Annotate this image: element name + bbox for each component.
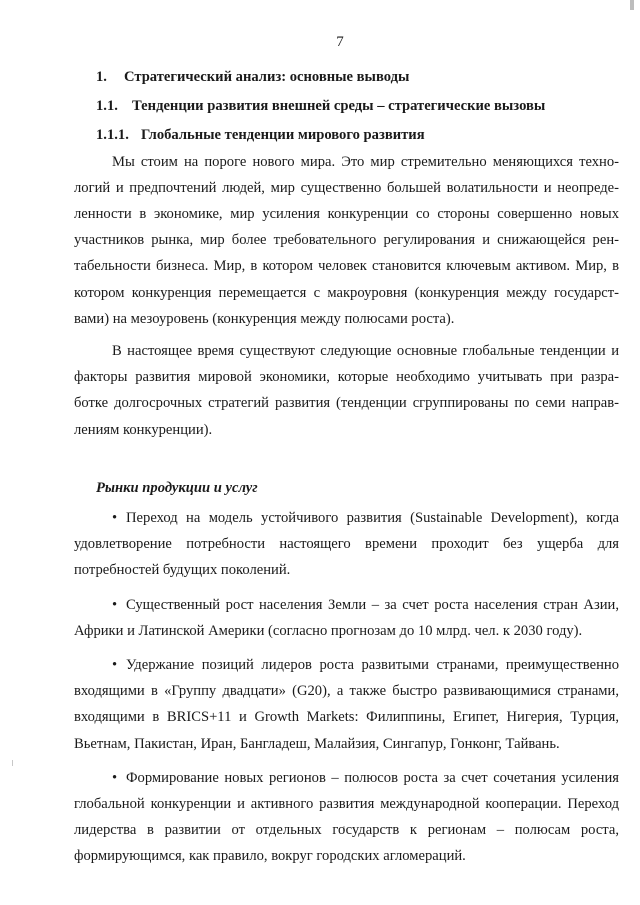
heading-number: 1.1.: [96, 98, 118, 115]
bullet-icon: •: [112, 657, 118, 674]
heading-number: 1.1.1.: [96, 127, 129, 144]
heading-level-3: [74, 122, 619, 148]
bullet-text: Удержание позиций лидеров роста развитыми странами, преимущественно входящими в «Группу двадцати» (G20), а также быстро развивающимися странами, входящими в BRICS+11 и Growth Markets: Филиппины, Египет, Нигерия, Турция, Вьетнам, Пакистан, Иран, Бангладеш, Малайзия, Сингапур, Гонконг, Тайвань.: [74, 657, 619, 752]
bullet-text: Формирование новых регионов – полюсов роста за счет сочетания усиления глобальной конкуренции и активного развития международной кооперации. Переход лидерства в развитии от отдельных государств к регионам – полюсам роста, формирующимся, как правило, вокруг городских агломераций.: [74, 769, 619, 865]
heading-number: 1.: [96, 69, 107, 85]
scan-mark: [12, 760, 13, 766]
bullet-text: Переход на модель устойчивого развития (Sustainable Development), когда удовлетворение потребности настоящего времени проходит без ущерба для потребностей будущих поколений.: [74, 510, 619, 579]
bullet-item: [74, 592, 619, 644]
bullet-item: [74, 505, 619, 584]
heading-level-1: [74, 64, 619, 90]
heading-text: Глобальные тенденции мирового развития: [141, 127, 425, 144]
document-body: [74, 64, 619, 870]
heading-text: Тенденции развития внешней среды – стратегические вызовы: [132, 98, 546, 115]
heading-level-2: [74, 93, 619, 119]
bullet-icon: •: [112, 510, 118, 527]
page-number: 7: [336, 34, 344, 50]
bullet-item: [74, 765, 619, 870]
scan-mark: [630, 0, 634, 10]
paragraph: В настоящее время существуют следующие основные глобальные тенденции и факторы развития мировой экономики, которые необходимо учитывать при разра-ботке долгосрочных стратегий развития (тенденции сгруппированы по семи направ-лениям конкуренции).: [74, 343, 619, 438]
section-title: Рынки продукции и услуг: [96, 479, 258, 496]
bullet-item: [74, 652, 619, 757]
heading-text: Стратегический анализ: основные выводы: [124, 69, 410, 85]
bullet-text: Существенный рост населения Земли – за счет роста населения стран Азии, Африки и Латинской Америки (согласно прогнозам до 10 млрд. чел. к 2030 году).: [74, 596, 619, 639]
paragraph: Мы стоим на пороге нового мира. Это мир стремительно меняющихся техно-логий и предпочтений людей, мир существенно большей волатильности и неопреде-ленности в экономике, мир усиления конкуренции со стороны совершенно новых участников рынка, мир более требовательного регулирования и снижающейся рен-табельности бизнеса. Мир, в котором человек становится ключевым активом. Мир, в котором конкуренция перемещается с макроуровня (конкуренция между государст-вами) на мезоуровень (конкуренция между полюсами роста).: [74, 153, 619, 327]
bullet-icon: •: [112, 769, 118, 786]
bullet-icon: •: [112, 596, 118, 613]
